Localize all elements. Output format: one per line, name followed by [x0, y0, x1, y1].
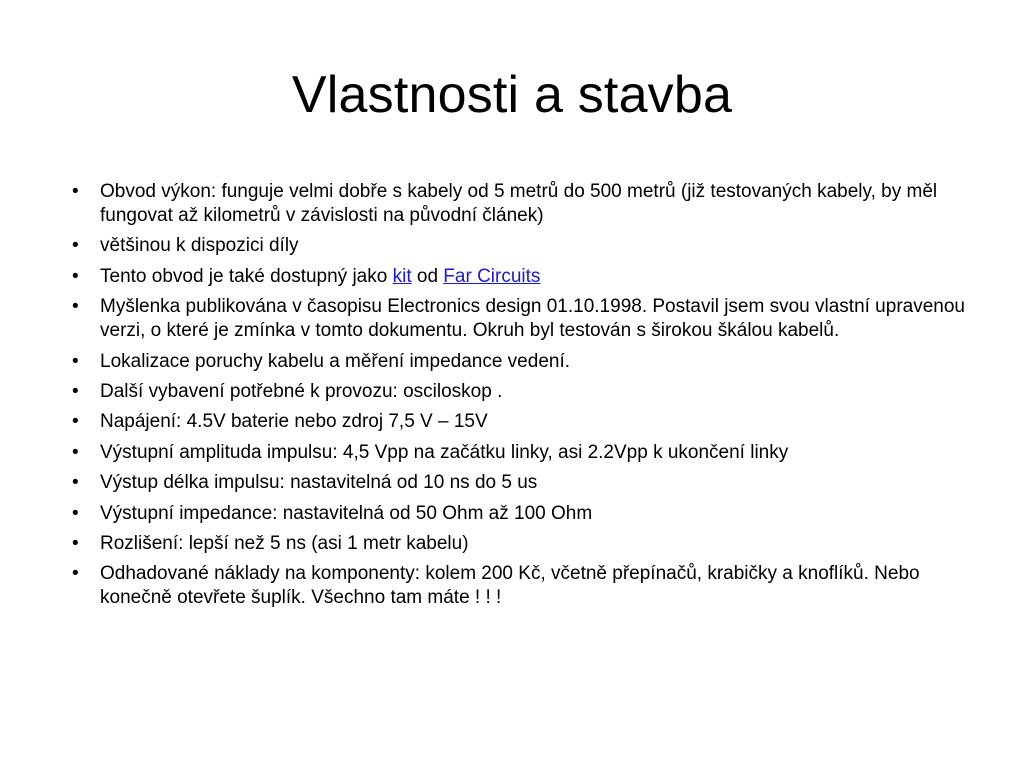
list-item [72, 234, 972, 258]
bullet-icon: • [72, 296, 79, 318]
list-item-text: Výstup délka impulsu: nastavitelná od 10 ns do 5 us [100, 472, 538, 494]
bullet-icon: • [72, 532, 79, 554]
list-item-text: Obvod výkon: funguje velmi dobře s kabely od 5 metrů do 500 metrů (již testovaných kabely, by měl fungovat až kilometrů v závislosti na původní článek) [100, 181, 938, 226]
bullet-icon: • [72, 235, 79, 257]
text-between-links: od [411, 265, 444, 287]
bullet-icon: • [72, 563, 79, 585]
list-item [72, 265, 972, 289]
list-item-text: většinou k dispozici díly [100, 235, 299, 257]
list-item-text: Napájení: 4.5V baterie nebo zdroj 7,5 V – 15V [100, 411, 488, 433]
bullet-icon: • [72, 472, 79, 494]
list-item [72, 350, 972, 374]
list-item [72, 441, 972, 465]
bullet-icon: • [72, 411, 79, 433]
list-item-text: Myšlenka publikována v časopisu Electronics design 01.10.1998. Postavil jsem svou vlastní upravenou verzi, o které je zmínka v tomto dokumentu. Okruh byl testován s širokou škálou kabelů. [100, 296, 965, 342]
slide-title: Vlastnosti a stavba [291, 66, 733, 124]
bullet-icon: • [72, 181, 79, 202]
list-item [72, 471, 972, 495]
list-item-text: Výstupní amplituda impulsu: 4,5 Vpp na začátku linky, asi 2.2Vpp k ukončení linky [100, 441, 789, 463]
list-item [72, 562, 972, 610]
list-item [72, 180, 972, 228]
bullet-list [72, 180, 972, 617]
bullet-icon: • [72, 265, 79, 287]
list-item-text: Lokalizace poruchy kabelu a měření impedance vedení. [100, 350, 571, 372]
bullet-icon: • [72, 441, 79, 463]
list-item [72, 502, 972, 526]
bullet-icon: • [72, 350, 79, 372]
list-item [72, 410, 972, 434]
bullet-icon: • [72, 380, 79, 402]
list-item [72, 295, 972, 343]
list-item [72, 380, 972, 404]
list-item-text: Rozlišení: lepší než 5 ns (asi 1 metr kabelu) [100, 532, 469, 554]
list-item-text: Další vybavení potřebné k provozu: osciloskop . [100, 380, 503, 402]
text-before-kit-link: Tento obvod je také dostupný jako [100, 265, 393, 287]
list-item-text: Odhadované náklady na komponenty: kolem 200 Kč, včetně přepínačů, krabičky a knoflíků. Nebo konečně otevřete šuplík. Všechno tam máte ! ! ! [100, 563, 920, 609]
far-circuits-link[interactable]: Far Circuits [443, 265, 541, 287]
kit-link[interactable]: kit [392, 265, 412, 287]
list-item-text: Výstupní impedance: nastavitelná od 50 Ohm až 100 Ohm [100, 502, 593, 524]
bullet-icon: • [72, 502, 79, 524]
list-item [72, 532, 972, 556]
list-item-text [100, 266, 540, 287]
